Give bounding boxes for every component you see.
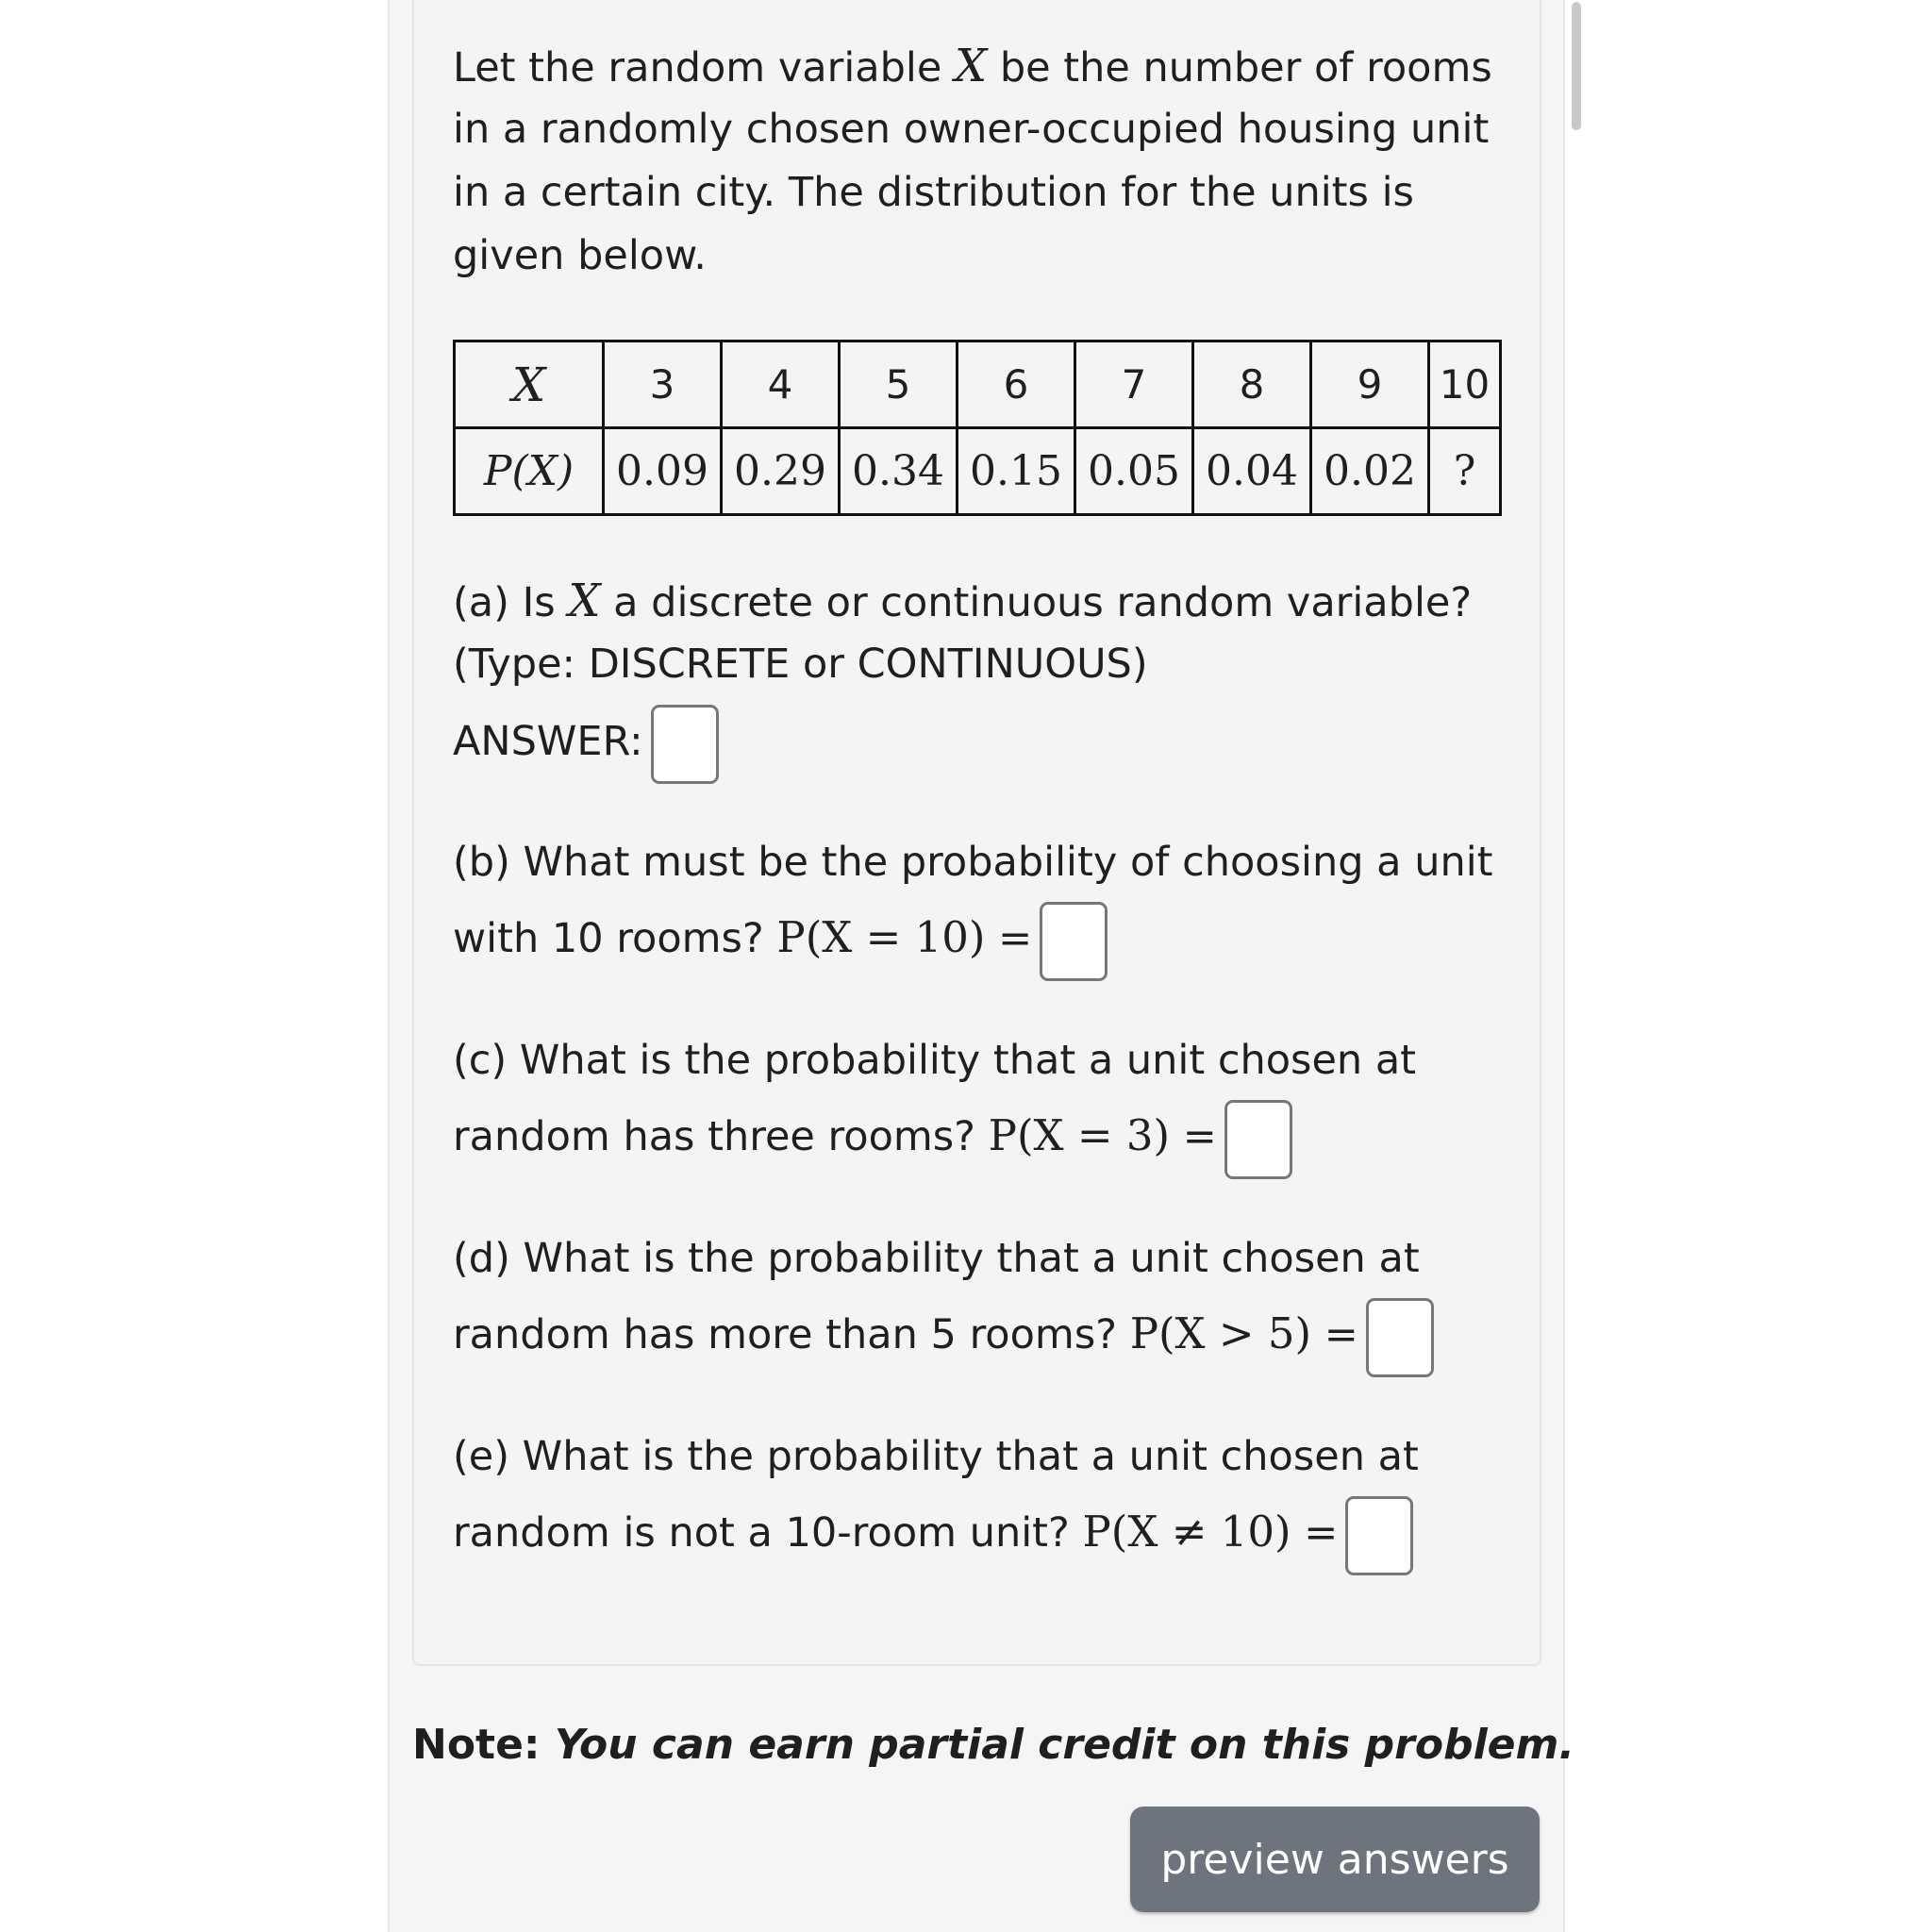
table-cell-p: 0.04 — [1193, 428, 1311, 515]
part-b-line-1: (b) What must be the probability of choosing a unit — [453, 839, 1493, 886]
table-cell-x: 8 — [1193, 341, 1311, 428]
table-cell-p: 0.34 — [840, 428, 958, 515]
part-a-line-2: (Type: DISCRETE or CONTINUOUS) — [453, 641, 1148, 688]
part-d-line-2: random has more than 5 rooms? P(X > 5) = — [453, 1294, 1434, 1377]
answer-d-input[interactable] — [1366, 1298, 1434, 1377]
table-header-p: P(X) — [455, 428, 604, 515]
answer-a-input[interactable] — [651, 705, 719, 784]
math-expression: P(X = 10) — [776, 912, 986, 962]
table-header-x: X — [455, 341, 604, 428]
table-cell-x: 6 — [958, 341, 1075, 428]
part-c-line-1: (c) What is the probability that a unit chosen at — [453, 1037, 1417, 1084]
preview-answers-button[interactable]: preview answers — [1130, 1807, 1540, 1912]
table-cell-x: 5 — [840, 341, 958, 428]
part-b-line-2: with 10 rooms? P(X = 10) = — [453, 898, 1108, 981]
table-cell-p-unknown: ? — [1429, 428, 1501, 515]
part-d-line-1: (d) What is the probability that a unit chosen at — [453, 1235, 1420, 1282]
part-a-answer-row — [453, 702, 719, 784]
part-e-line-2: random is not a 10-room unit? P(X ≠ 10) = — [453, 1492, 1413, 1575]
math-expression: P(X ≠ 10) — [1082, 1507, 1291, 1557]
part-c-line-2: random has three rooms? P(X = 3) = — [453, 1096, 1292, 1179]
math-expression: P(X > 5) — [1129, 1308, 1312, 1358]
note-text: You can earn partial credit on this problem. — [554, 1721, 1575, 1769]
table-row-x — [455, 341, 1501, 428]
table-cell-x: 4 — [722, 341, 840, 428]
answer-label: ANSWER: — [453, 718, 643, 765]
table-cell-p: 0.15 — [958, 428, 1075, 515]
table-cell-x: 3 — [604, 341, 722, 428]
part-e-line-1: (e) What is the probability that a unit chosen at — [453, 1433, 1419, 1480]
math-expression: P(X = 3) — [988, 1110, 1171, 1160]
table-row-p — [455, 428, 1501, 515]
table-cell-p: 0.09 — [604, 428, 722, 515]
answer-e-input[interactable] — [1345, 1496, 1413, 1575]
table-cell-p: 0.05 — [1075, 428, 1193, 515]
variable-x: X — [955, 40, 988, 92]
part-a-line-1: (a) Is X a discrete or continuous random variable? — [453, 575, 1473, 627]
intro-line-3: in a certain city. The distribution for the units is — [453, 169, 1414, 216]
table-cell-x: 9 — [1311, 341, 1429, 428]
table-cell-x: 7 — [1075, 341, 1193, 428]
intro-line-1: Let the random variable X be the number of rooms — [453, 40, 1492, 92]
note-label: Note: — [412, 1721, 541, 1769]
table-cell-p: 0.29 — [722, 428, 840, 515]
table-cell-x: 10 — [1429, 341, 1501, 428]
answer-c-input[interactable] — [1224, 1100, 1292, 1179]
intro-line-4: given below. — [453, 232, 707, 279]
scrollbar-thumb[interactable] — [1572, 2, 1581, 130]
distribution-table — [453, 340, 1502, 516]
partial-credit-note — [412, 1721, 1574, 1769]
table-cell-p: 0.02 — [1311, 428, 1429, 515]
answer-b-input[interactable] — [1040, 902, 1108, 981]
intro-line-2: in a randomly chosen owner-occupied housing unit — [453, 106, 1490, 153]
